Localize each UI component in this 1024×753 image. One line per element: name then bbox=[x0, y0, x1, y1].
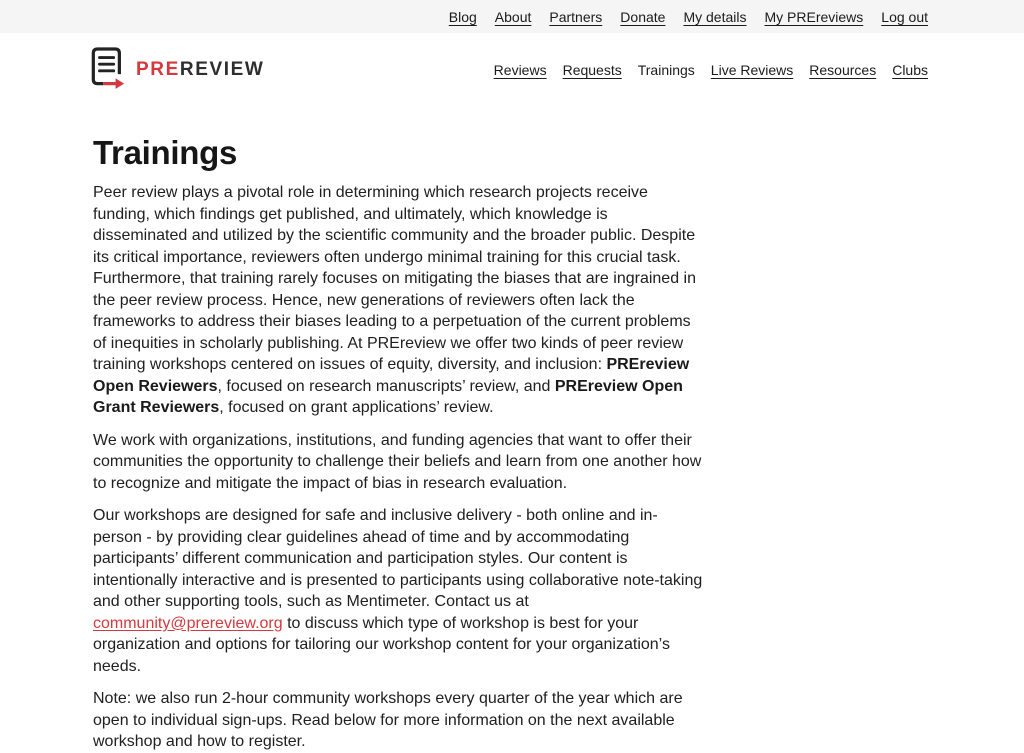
topbar-link-partners[interactable]: Partners bbox=[549, 8, 603, 25]
paragraph-1 bbox=[93, 182, 705, 419]
topbar-link-log-out[interactable]: Log out bbox=[881, 8, 928, 25]
logo-text-pre: PRE bbox=[136, 59, 180, 80]
logo-text bbox=[136, 59, 264, 81]
paragraph-2 bbox=[93, 430, 705, 495]
nav-link-resources[interactable]: Resources bbox=[809, 62, 877, 78]
body-text: We work with organizations, institutions, and funding agencies that want to offer their communities the opportunity to challenge their beliefs and learn from one another how to recognize and mitigate the impact of bias in research evaluation. bbox=[93, 431, 702, 492]
nav-link-requests[interactable]: Requests bbox=[562, 62, 622, 78]
article-body bbox=[93, 182, 705, 753]
bold-text: PREreview Open Grant Reviewers bbox=[93, 377, 683, 416]
bold-text: PREreview Open Reviewers bbox=[93, 356, 690, 395]
topbar-link-blog[interactable]: Blog bbox=[448, 8, 477, 25]
topbar-link-about[interactable]: About bbox=[494, 8, 532, 25]
paragraph-3 bbox=[93, 505, 705, 677]
paragraph-4 bbox=[93, 688, 705, 753]
page-title: Trainings bbox=[93, 134, 237, 171]
main-nav bbox=[494, 62, 928, 78]
body-text: , focused on research manuscripts’ review, and bbox=[217, 377, 555, 395]
body-text: Our workshops are designed for safe and inclusive delivery - both online and in-person - by providing clear guidelines ahead of time and by accommodating participants’ different communication and participation styles. Our content is intentionally interactive and is presented to participants using collaborative note-taking and other supporting tools, such as Mentimeter. Contact us at bbox=[93, 507, 703, 610]
body-text: to discuss which type of workshop is best for your organization and options for tailoring our workshop content for your organization’s needs. bbox=[93, 614, 670, 675]
nav-link-clubs[interactable]: Clubs bbox=[892, 62, 928, 78]
topbar-link-my-details[interactable]: My details bbox=[683, 8, 747, 25]
topbar-link-donate[interactable]: Donate bbox=[620, 8, 666, 25]
nav-link-reviews[interactable]: Reviews bbox=[493, 62, 547, 78]
nav-link-live-reviews[interactable]: Live Reviews bbox=[710, 62, 794, 78]
main-content bbox=[0, 134, 1024, 753]
nav-link-trainings[interactable]: Trainings bbox=[637, 62, 695, 78]
logo-text-review: REVIEW bbox=[179, 59, 265, 80]
topbar bbox=[0, 0, 1024, 33]
body-text: Peer review plays a pivotal role in determining which research projects receive funding, which findings get published, and ultimately, which knowledge is disseminated and utilized by the scientific community and the broader public. Despite its critical importance, reviewers often undergo minimal training for this crucial task. Furthermore, that training rarely focuses on mitigating the biases that are ingrained in the peer review process. Hence, new generations of reviewers often lack the frameworks to address their biases leading to a perpetuation of the current problems of inequities in scholarly publishing. At PREreview we offer two kinds of peer review training workshops centered on issues of equity, diversity, and inclusion: bbox=[93, 184, 696, 373]
site-header bbox=[0, 33, 1024, 107]
body-text: , focused on grant applications’ review. bbox=[219, 399, 494, 416]
body-text: Note: we also run 2-hour community workshops every quarter of the year which are open to individual sign-ups. Read below for more information on the next available workshop and how to register. bbox=[93, 690, 683, 750]
topbar-link-my-prereviews[interactable]: My PREreviews bbox=[764, 8, 864, 25]
document-arrow-icon bbox=[90, 45, 126, 95]
logo-link[interactable] bbox=[90, 45, 264, 95]
email-link[interactable]: community@prereview.org bbox=[93, 614, 283, 632]
topbar-nav bbox=[449, 9, 928, 25]
